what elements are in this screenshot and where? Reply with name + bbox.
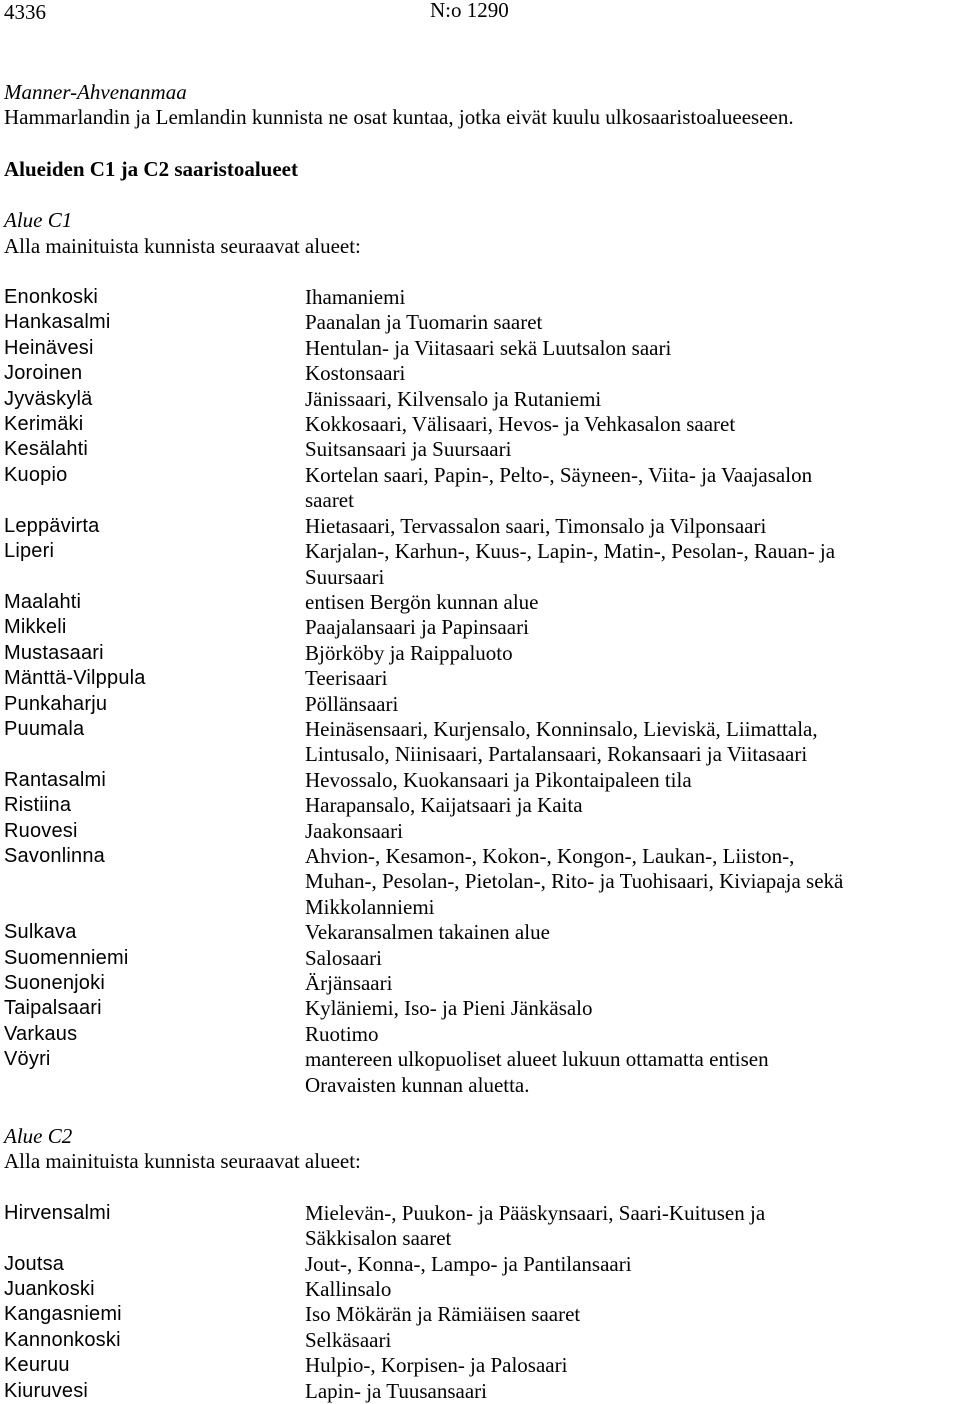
area-line: Kortelan saari, Papin-, Pelto-, Säyneen-, Viita- ja Vaajasalon	[305, 462, 813, 487]
area-line: Kyläniemi, Iso- ja Pieni Jänkäsalo	[305, 996, 593, 1021]
area-description	[305, 920, 956, 945]
municipality-name: Enonkoski	[4, 286, 99, 309]
municipality-name: Jyväskylä	[4, 387, 93, 410]
area-description	[305, 946, 956, 971]
area-description	[305, 692, 956, 717]
c1-intro: Alla mainituista kunnista seuraavat alueet:	[4, 233, 361, 258]
area-line: Selkäsaari	[305, 1327, 392, 1352]
area-line: Heinäsensaari, Kurjensalo, Konninsalo, Lieviskä, Liimattala,	[305, 716, 818, 741]
issue-number: N:o 1290	[430, 0, 509, 22]
area-description	[305, 1022, 956, 1047]
manner-text: Hammarlandin ja Lemlandin kunnista ne osat kuntaa, jotka eivät kuulu ulkosaaristoalueeseen.	[4, 105, 794, 130]
table-row	[4, 412, 956, 437]
c1-table	[4, 285, 956, 1098]
area-description	[305, 1379, 956, 1404]
table-row	[4, 310, 956, 335]
table-row	[4, 1022, 956, 1047]
table-row	[4, 285, 956, 310]
table-row	[4, 539, 956, 590]
area-description	[305, 1201, 956, 1252]
c2-intro: Alla mainituista kunnista seuraavat alueet:	[4, 1149, 361, 1174]
area-line: Harapansalo, Kaijatsaari ja Kaita	[305, 793, 583, 818]
area-description	[305, 641, 956, 666]
municipality-name: Maalahti	[4, 590, 82, 613]
table-row	[4, 1353, 956, 1378]
area-line: mantereen ulkopuoliset alueet lukuun ottamatta entisen	[305, 1047, 769, 1072]
municipality-name: Leppävirta	[4, 514, 100, 537]
page-header	[4, 0, 956, 26]
table-row	[4, 336, 956, 361]
area-description	[305, 768, 956, 793]
area-line: Björköby ja Raippaluoto	[305, 640, 513, 665]
area-line: Kallinsalo	[305, 1277, 392, 1302]
municipality-name: Keuruu	[4, 1354, 70, 1377]
municipality-name: Suomenniemi	[4, 946, 129, 969]
c2-table	[4, 1201, 956, 1404]
municipality-name: Mänttä-Vilppula	[4, 667, 146, 690]
area-line: Lapin- ja Tuusansaari	[305, 1378, 487, 1403]
municipality-name: Joutsa	[4, 1252, 65, 1275]
area-description	[305, 285, 956, 310]
area-description	[305, 463, 956, 514]
area-line: Iso Mökärän ja Rämiäisen saaret	[305, 1302, 581, 1327]
table-row	[4, 514, 956, 539]
municipality-name: Vöyri	[4, 1048, 51, 1071]
area-line: entisen Bergön kunnan alue	[305, 589, 539, 614]
area-line: Hentulan- ja Viitasaari sekä Luutsalon saari	[305, 335, 672, 360]
area-description	[305, 666, 956, 691]
table-row	[4, 666, 956, 691]
municipality-name: Taipalsaari	[4, 997, 102, 1020]
c2-title: Alue C2	[4, 1124, 73, 1149]
area-description	[305, 1252, 956, 1277]
area-line: Pöllänsaari	[305, 691, 399, 716]
area-description	[305, 387, 956, 412]
area-line: Vekaransalmen takainen alue	[305, 920, 550, 945]
municipality-name: Punkaharju	[4, 692, 108, 715]
municipality-name: Sulkava	[4, 921, 77, 944]
table-row	[4, 615, 956, 640]
area-line: Salosaari	[305, 945, 382, 970]
municipality-name: Kuopio	[4, 463, 68, 486]
area-description	[305, 361, 956, 386]
area-line: Lintusalo, Niinisaari, Partalansaari, Rokansaari ja Viitasaari	[305, 742, 808, 767]
municipality-name: Kangasniemi	[4, 1303, 122, 1326]
area-line: Ärjänsaari	[305, 971, 393, 995]
table-row	[4, 793, 956, 818]
area-line: saaret	[305, 488, 354, 513]
area-line: Paanalan ja Tuomarin saaret	[305, 310, 543, 335]
table-row	[4, 1277, 956, 1302]
table-row	[4, 641, 956, 666]
area-line: Jaakonsaari	[305, 818, 403, 843]
municipality-name: Puumala	[4, 717, 85, 740]
area-line: Oravaisten kunnan aluetta.	[305, 1072, 530, 1097]
area-description	[305, 336, 956, 361]
table-row	[4, 692, 956, 717]
area-description	[305, 590, 956, 615]
c1-section	[4, 208, 956, 1098]
area-description	[305, 971, 956, 996]
area-line: Teerisaari	[305, 666, 388, 691]
section-heading: Alueiden C1 ja C2 saaristoalueet	[4, 156, 298, 181]
area-description	[305, 793, 956, 818]
area-line: Säkkisalon saaret	[305, 1226, 452, 1251]
area-line: Hietasaari, Tervassalon saari, Timonsalo ja Vilponsaari	[305, 513, 767, 538]
municipality-name: Kerimäki	[4, 413, 84, 436]
table-row	[4, 819, 956, 844]
municipality-name: Heinävesi	[4, 336, 94, 359]
municipality-name: Suonenjoki	[4, 972, 105, 994]
page-number: 4336	[4, 0, 46, 24]
table-row	[4, 1302, 956, 1327]
area-description	[305, 1353, 956, 1378]
area-description	[305, 819, 956, 844]
table-row	[4, 717, 956, 768]
area-description	[305, 514, 956, 539]
municipality-name: Kannonkoski	[4, 1328, 121, 1351]
area-description	[305, 996, 956, 1021]
municipality-name: Savonlinna	[4, 844, 105, 867]
area-line: Jout-, Konna-, Lampo- ja Pantilansaari	[305, 1251, 632, 1276]
table-row	[4, 1201, 956, 1252]
municipality-name: Mustasaari	[4, 641, 104, 664]
area-description	[305, 412, 956, 437]
municipality-name: Liperi	[4, 540, 55, 563]
area-description	[305, 1328, 956, 1353]
table-row	[4, 463, 956, 514]
municipality-name: Hankasalmi	[4, 311, 111, 334]
area-line: Hevossalo, Kuokansaari ja Pikontaipaleen tila	[305, 767, 692, 792]
municipality-name: Juankoski	[4, 1278, 95, 1301]
area-description	[305, 1302, 956, 1327]
area-description	[305, 310, 956, 335]
table-row	[4, 387, 956, 412]
municipality-name: Ruovesi	[4, 819, 78, 842]
table-row	[4, 1252, 956, 1277]
area-line: Karjalan-, Karhun-, Kuus-, Lapin-, Matin-, Pesolan-, Rauan- ja	[305, 539, 836, 564]
area-line: Suitsansaari ja Suursaari	[305, 437, 512, 462]
area-line: Mielevän-, Puukon- ja Pääskynsaari, Saari-Kuitusen ja	[305, 1200, 766, 1225]
table-row	[4, 946, 956, 971]
c1-title: Alue C1	[4, 208, 73, 233]
table-row	[4, 971, 956, 996]
table-row	[4, 1379, 956, 1404]
area-line: Paajalansaari ja Papinsaari	[305, 615, 529, 640]
table-row	[4, 1047, 956, 1098]
area-line: Kokkosaari, Välisaari, Hevos- ja Vehkasalon saaret	[305, 412, 736, 437]
table-row	[4, 920, 956, 945]
municipality-name: Joroinen	[4, 362, 83, 385]
area-line: Suursaari	[305, 564, 385, 589]
area-description	[305, 1277, 956, 1302]
area-line: Muhan-, Pesolan-, Pietolan-, Rito- ja Tuohisaari, Kiviapaja sekä	[305, 869, 844, 894]
area-line: Kostonsaari	[305, 361, 406, 386]
municipality-name: Ristiina	[4, 794, 72, 817]
area-description	[305, 539, 956, 590]
manner-title: Manner-Ahvenanmaa	[4, 80, 187, 104]
area-line: Ihamaniemi	[305, 285, 406, 310]
table-row	[4, 590, 956, 615]
area-line: Ruotimo	[305, 1021, 379, 1046]
area-description	[305, 717, 956, 768]
area-description	[305, 615, 956, 640]
municipality-name: Rantasalmi	[4, 768, 107, 791]
municipality-name: Varkaus	[4, 1022, 78, 1045]
municipality-name: Kesälahti	[4, 438, 89, 461]
c2-section	[4, 1124, 956, 1404]
area-line: Hulpio-, Korpisen- ja Palosaari	[305, 1353, 568, 1378]
table-row	[4, 844, 956, 920]
area-line: Jänissaari, Kilvensalo ja Rutaniemi	[305, 386, 602, 411]
municipality-name: Kiuruvesi	[4, 1379, 89, 1402]
area-description	[305, 437, 956, 462]
document-page	[4, 0, 956, 1404]
municipality-name: Mikkeli	[4, 616, 67, 639]
area-line: Ahvion-, Kesamon-, Kokon-, Kongon-, Laukan-, Liiston-,	[305, 843, 795, 868]
table-row	[4, 996, 956, 1021]
table-row	[4, 361, 956, 386]
table-row	[4, 1328, 956, 1353]
area-description	[305, 844, 956, 920]
municipality-name: Hirvensalmi	[4, 1201, 111, 1224]
table-row	[4, 768, 956, 793]
area-description	[305, 1047, 956, 1098]
table-row	[4, 437, 956, 462]
area-line: Mikkolanniemi	[305, 894, 435, 919]
manner-section	[4, 80, 956, 131]
